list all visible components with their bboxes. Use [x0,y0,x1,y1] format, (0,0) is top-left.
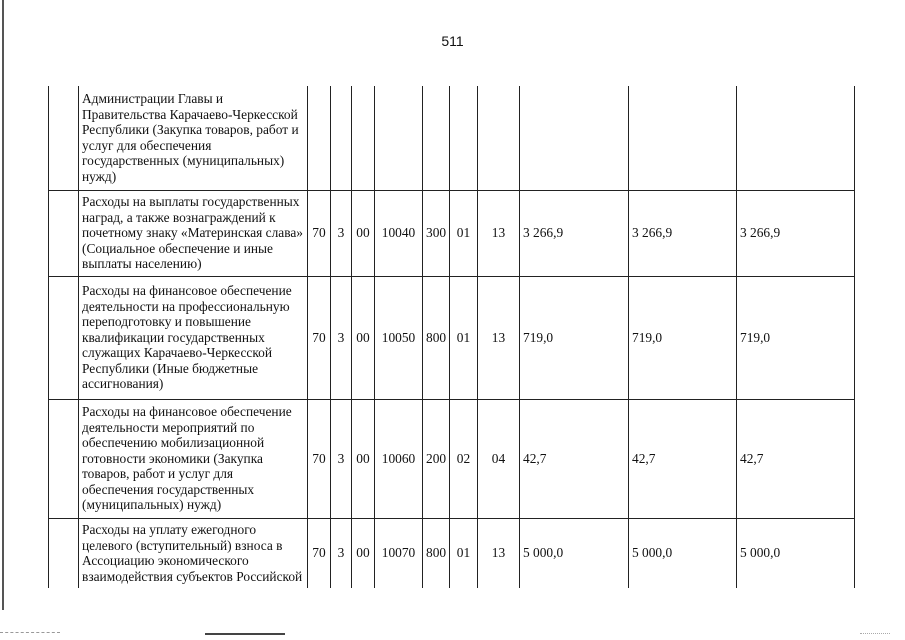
row-description: Расходы на финансовое обеспечение деятельности на профессиональную переподготовку и повышение квалификации государственных служащих Карачаево-Черкесской Республики (Иные бюджетные ассигнования) [79,276,308,399]
code-subprogram-cell: 3 [331,399,352,518]
amount-year3-cell: 719,0 [737,276,855,399]
scan-artifact-left [0,632,60,633]
code-expense-type-cell: 800 [423,518,450,588]
row-number-cell [49,399,79,518]
code-subsection-cell: 13 [478,276,520,399]
table-row [49,190,855,276]
amount-year2-cell: 3 266,9 [629,190,737,276]
code-expense-type-cell: 300 [423,190,450,276]
amount-year3-cell [737,86,855,190]
scan-edge [2,0,4,610]
amount-year1-cell: 42,7 [520,399,629,518]
table-row [49,399,855,518]
row-number-cell [49,86,79,190]
amount-year3-cell: 5 000,0 [737,518,855,588]
code-subsection-cell: 13 [478,518,520,588]
code-program-cell: 70 [308,276,331,399]
code-subsection-cell [478,86,520,190]
row-number-cell [49,276,79,399]
budget-table [48,86,855,588]
code-main-event-cell [352,86,375,190]
table-row [49,86,855,190]
code-subprogram-cell: 3 [331,276,352,399]
amount-year2-cell [629,86,737,190]
code-section-cell: 01 [450,190,478,276]
scan-artifact-right [860,633,890,634]
amount-year2-cell: 719,0 [629,276,737,399]
table-row [49,518,855,588]
amount-year1-cell: 3 266,9 [520,190,629,276]
amount-year2-cell: 42,7 [629,399,737,518]
row-description: Расходы на выплаты государственных наград, а также вознаграждений к почетному знаку «Материнская слава» (Социальное обеспечение и иные выплаты населению) [79,190,308,276]
amount-year2-cell: 5 000,0 [629,518,737,588]
code-program-cell: 70 [308,518,331,588]
code-direction-cell: 10070 [375,518,423,588]
row-description: Администрации Главы и Правительства Карачаево-Черкесской Республики (Закупка товаров, работ и услуг для обеспечения государственных (муниципальных) нужд) [79,86,308,190]
code-main-event-cell: 00 [352,399,375,518]
scan-artifact-mark [205,633,285,635]
amount-year1-cell [520,86,629,190]
code-expense-type-cell [423,86,450,190]
code-subprogram-cell: 3 [331,518,352,588]
code-direction-cell: 10040 [375,190,423,276]
code-direction-cell [375,86,423,190]
code-main-event-cell: 00 [352,518,375,588]
table-row [49,276,855,399]
row-description: Расходы на финансовое обеспечение деятельности мероприятий по обеспечению мобилизационной готовности экономики (Закупка товаров, работ и услуг для обеспечения государственных (муниципальных) нужд) [79,399,308,518]
row-number-cell [49,190,79,276]
code-expense-type-cell: 800 [423,276,450,399]
code-subsection-cell: 13 [478,190,520,276]
code-section-cell: 02 [450,399,478,518]
code-expense-type-cell: 200 [423,399,450,518]
code-main-event-cell: 00 [352,190,375,276]
page-number: 511 [441,33,464,49]
amount-year3-cell: 42,7 [737,399,855,518]
amount-year1-cell: 5 000,0 [520,518,629,588]
code-program-cell [308,86,331,190]
code-subprogram-cell [331,86,352,190]
code-direction-cell: 10060 [375,399,423,518]
row-number-cell [49,518,79,588]
code-section-cell: 01 [450,276,478,399]
code-subsection-cell: 04 [478,399,520,518]
code-section-cell: 01 [450,518,478,588]
code-program-cell: 70 [308,399,331,518]
code-program-cell: 70 [308,190,331,276]
row-description: Расходы на уплату ежегодного целевого (вступительный) взноса в Ассоциацию экономического взаимодействия субъектов Российской [79,518,308,588]
amount-year1-cell: 719,0 [520,276,629,399]
code-subprogram-cell: 3 [331,190,352,276]
code-section-cell [450,86,478,190]
amount-year3-cell: 3 266,9 [737,190,855,276]
code-direction-cell: 10050 [375,276,423,399]
code-main-event-cell: 00 [352,276,375,399]
